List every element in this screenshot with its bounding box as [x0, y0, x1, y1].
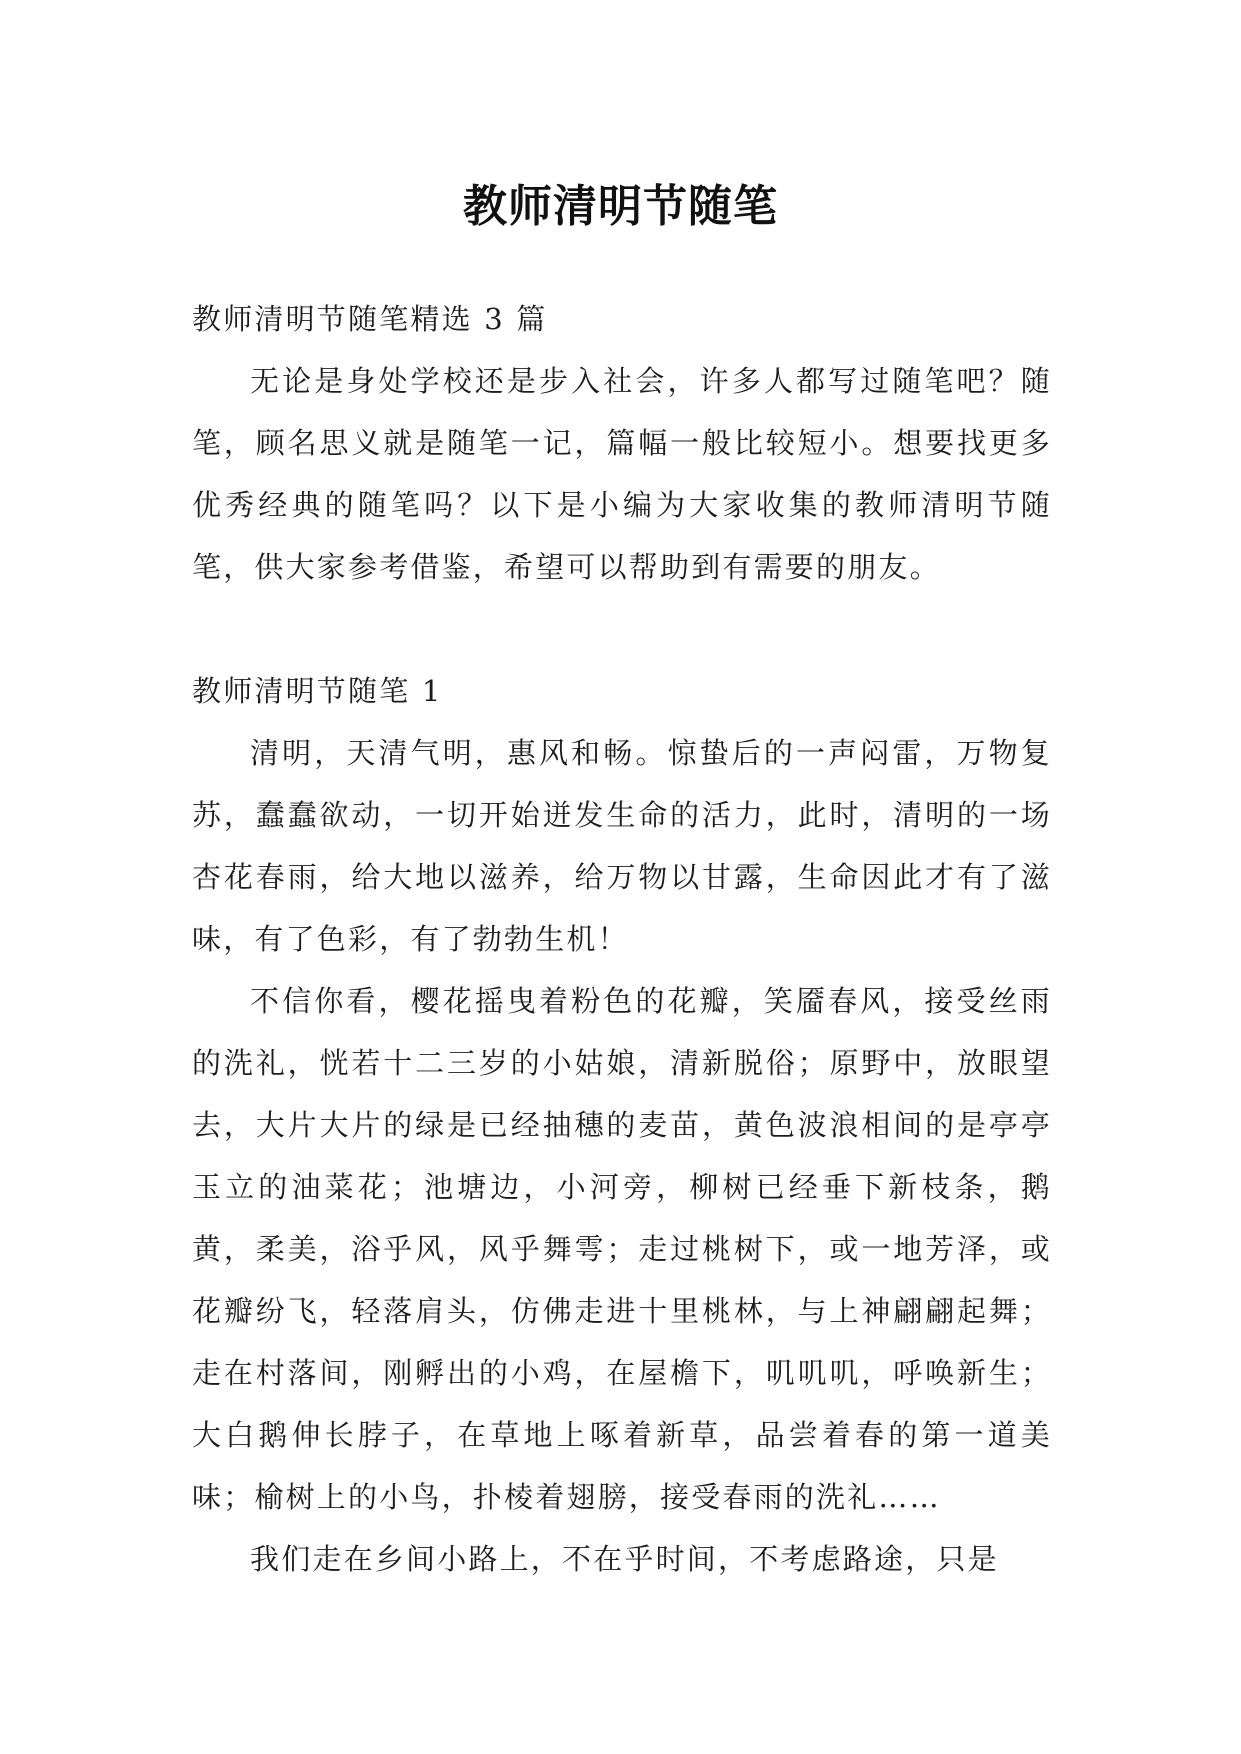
- document-body: [192, 288, 1052, 1590]
- section-spacer: [192, 598, 1052, 660]
- intro-heading: 教师清明节随笔精选 3 篇: [192, 302, 548, 336]
- document-title: 教师清明节随笔: [463, 181, 778, 233]
- section-heading: 教师清明节随笔 1: [192, 674, 443, 708]
- intro-paragraph: 无论是身处学校还是步入社会，许多人都写过随笔吧？随笔，顾名思义就是随笔一记，篇幅一般比较短小。想要找更多优秀经典的随笔吗？以下是小编为大家收集的教师清明节随笔，供大家参考借鉴，希望可以帮助到有需要的朋友。: [192, 364, 1052, 584]
- body-paragraph: 不信你看，樱花摇曳着粉色的花瓣，笑靥春风，接受丝雨的洗礼，恍若十二三岁的小姑娘，清新脱俗；原野中，放眼望去，大片大片的绿是已经抽穗的麦苗，黄色波浪相间的是亭亭玉立的油菜花；池塘边，小河旁，柳树已经垂下新枝条，鹅黄，柔美，浴乎风，风乎舞雩；走过桃树下，或一地芳泽，或花瓣纷飞，轻落肩头，仿佛走进十里桃林，与上神翩翩起舞；走在村落间，刚孵出的小鸡，在屋檐下，叽叽叽，呼唤新生；大白鹅伸长脖子，在草地上啄着新草，品尝着春的第一道美味；榆树上的小鸟，扑棱着翅膀，接受春雨的洗礼……: [192, 984, 1052, 1514]
- body-paragraph: 我们走在乡间小路上，不在乎时间，不考虑路途，只是: [250, 1542, 999, 1576]
- body-paragraph: 清明，天清气明，惠风和畅。惊蛰后的一声闷雷，万物复苏，蠢蠢欲动，一切开始迸发生命的活力，此时，清明的一场杏花春雨，给大地以滋养，给万物以甘露，生命因此才有了滋味，有了色彩，有了勃勃生机！: [192, 736, 1052, 956]
